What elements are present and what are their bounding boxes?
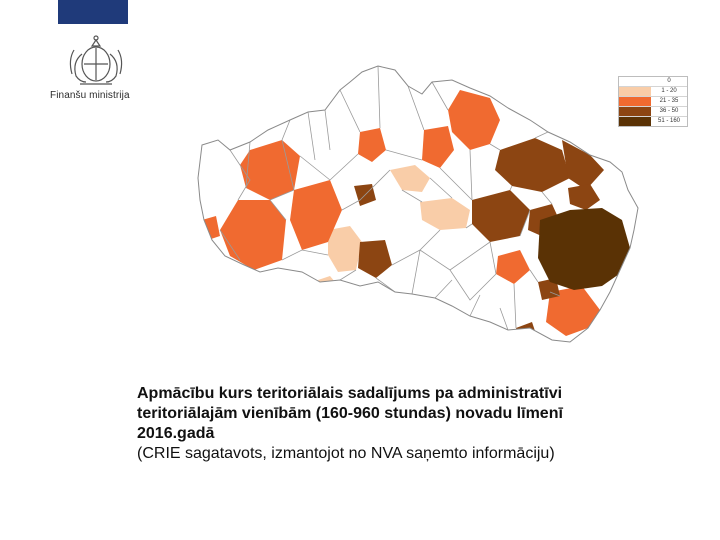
caption-source: (CRIE sagatavots, izmantojot no NVA saņemto informāciju) bbox=[137, 445, 555, 462]
latvia-choropleth-map bbox=[190, 60, 650, 350]
caption-line: teritoriālajām vienībām (160-960 stundas) novadu līmenī bbox=[137, 405, 563, 422]
coat-of-arms-icon bbox=[62, 34, 130, 88]
ministry-logo bbox=[50, 34, 142, 106]
legend-label: 21 - 35 bbox=[659, 98, 679, 104]
legend-label: 0 bbox=[667, 78, 671, 84]
legend-swatch bbox=[619, 97, 651, 106]
legend-label: 51 - 160 bbox=[657, 118, 681, 124]
map-caption bbox=[137, 384, 657, 464]
legend-item bbox=[619, 77, 687, 87]
legend-swatch bbox=[619, 87, 651, 96]
legend-swatch bbox=[619, 77, 651, 86]
legend-item bbox=[619, 117, 687, 126]
caption-line: Apmācību kurs teritoriālais sadalījums pa administratīvi bbox=[137, 385, 563, 402]
top-brand-bar bbox=[58, 0, 128, 24]
legend-label: 1 - 20 bbox=[661, 88, 677, 94]
ministry-name: Finanšu ministrija bbox=[50, 90, 130, 101]
legend-swatch bbox=[619, 107, 651, 116]
legend-item bbox=[619, 107, 687, 117]
legend-swatch bbox=[619, 117, 651, 126]
legend-item bbox=[619, 87, 687, 97]
map-legend bbox=[618, 76, 688, 127]
caption-line: 2016.gadā bbox=[137, 425, 215, 442]
legend-item bbox=[619, 97, 687, 107]
legend-label: 36 - 50 bbox=[659, 108, 679, 114]
